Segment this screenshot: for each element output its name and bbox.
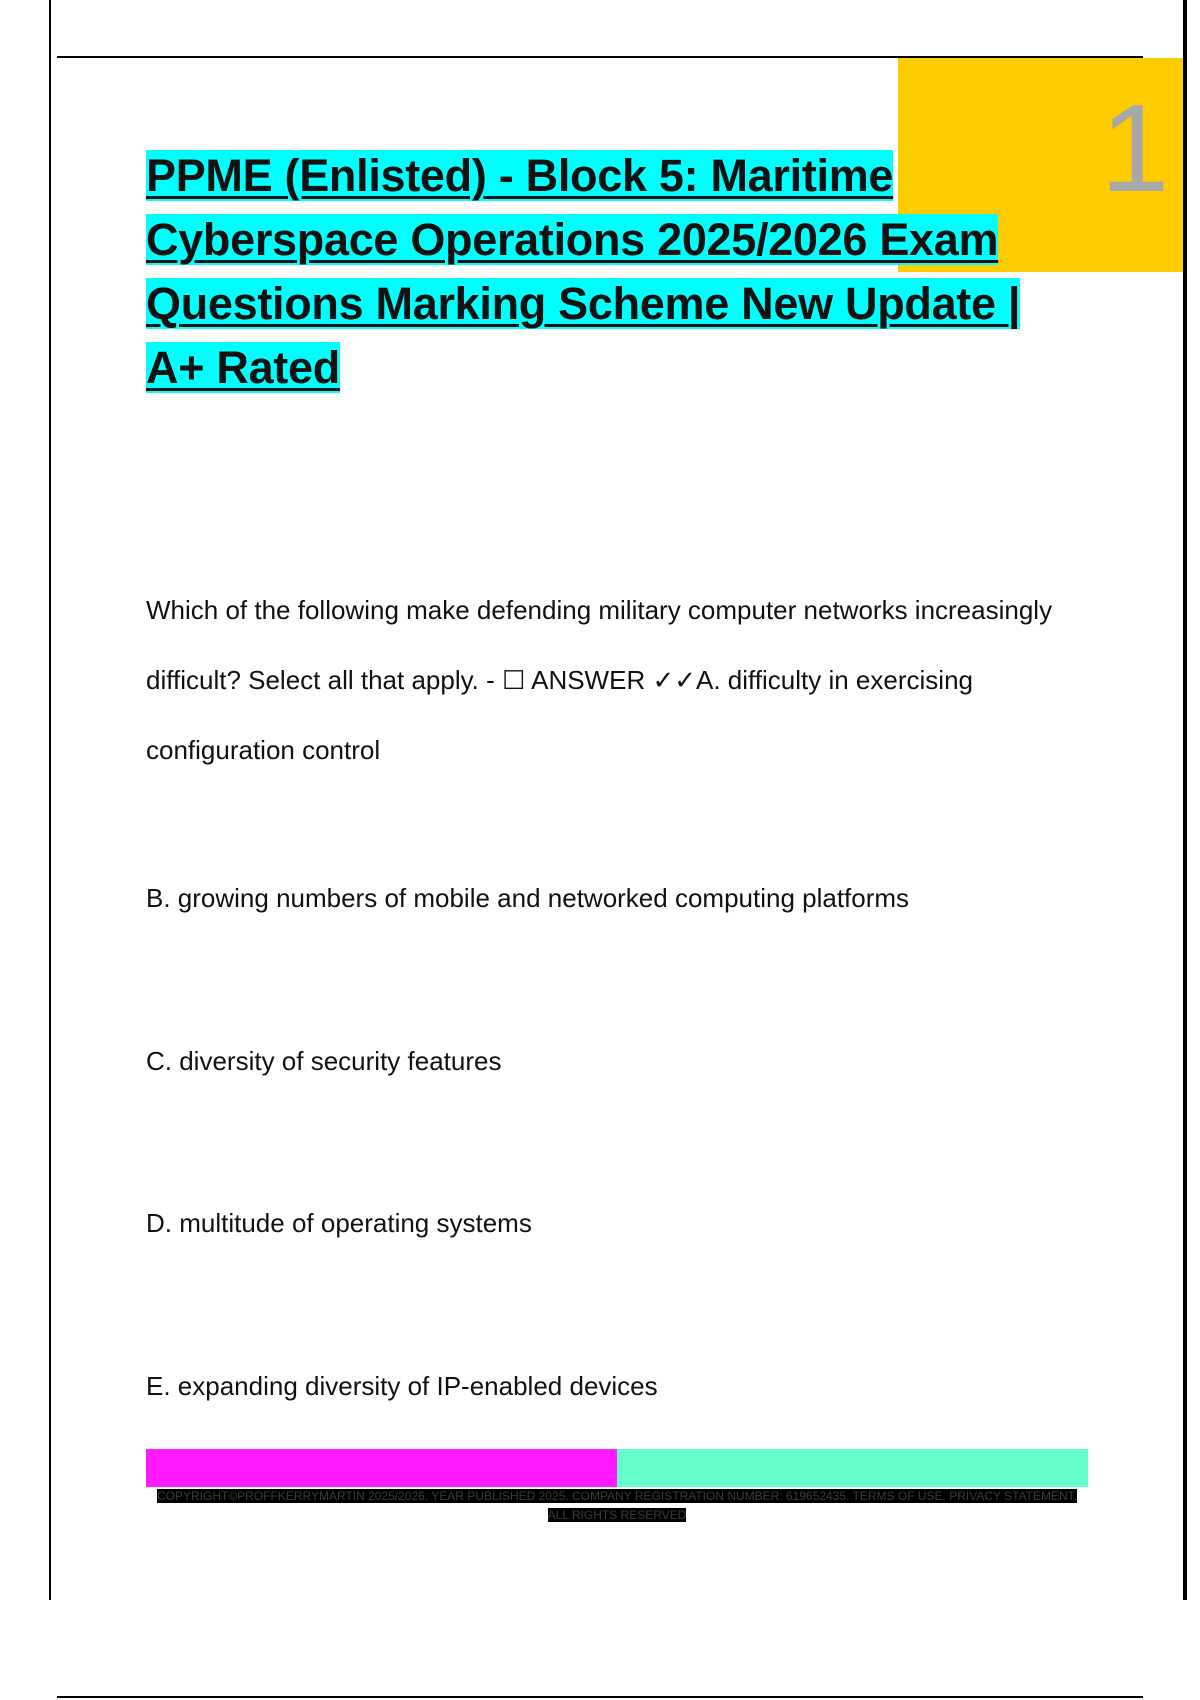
question-text: Which of the following make defending military computer networks increasingly difficult? Select all that apply. - ☐ ANSWER ✓✓A. difficulty in exercising configuration control bbox=[146, 595, 1053, 765]
document-title bbox=[146, 144, 1086, 400]
copyright-text: COPYRIGHT©PROFFKERRYMARTIN 2025/2026. YEAR PUBLISHED 2025. COMPANY REGISTRATION NUMBER: 619652435. TERMS OF USE. PRIVACY STATEMENT. ALL RIGHTS RESERVED bbox=[157, 1489, 1077, 1522]
footer-bar-mint bbox=[617, 1449, 1088, 1487]
page-number: 1 bbox=[1100, 80, 1170, 218]
page-left-border bbox=[49, 0, 51, 1600]
bottom-rule bbox=[57, 1696, 1143, 1698]
option-d: D. multitude of operating systems bbox=[146, 1208, 532, 1238]
footer-bar-magenta bbox=[146, 1449, 617, 1487]
option-e: E. expanding diversity of IP-enabled devices bbox=[146, 1371, 658, 1401]
option-c: C. diversity of security features bbox=[146, 1046, 502, 1076]
copyright-notice bbox=[146, 1487, 1088, 1525]
option-b: B. growing numbers of mobile and networked computing platforms bbox=[146, 883, 910, 913]
document-title-text: PPME (Enlisted) - Block 5: Maritime Cyberspace Operations 2025/2026 Exam Questions Marking Scheme New Update | A+ Rated bbox=[146, 150, 1021, 393]
page-right-border bbox=[1183, 0, 1187, 1600]
